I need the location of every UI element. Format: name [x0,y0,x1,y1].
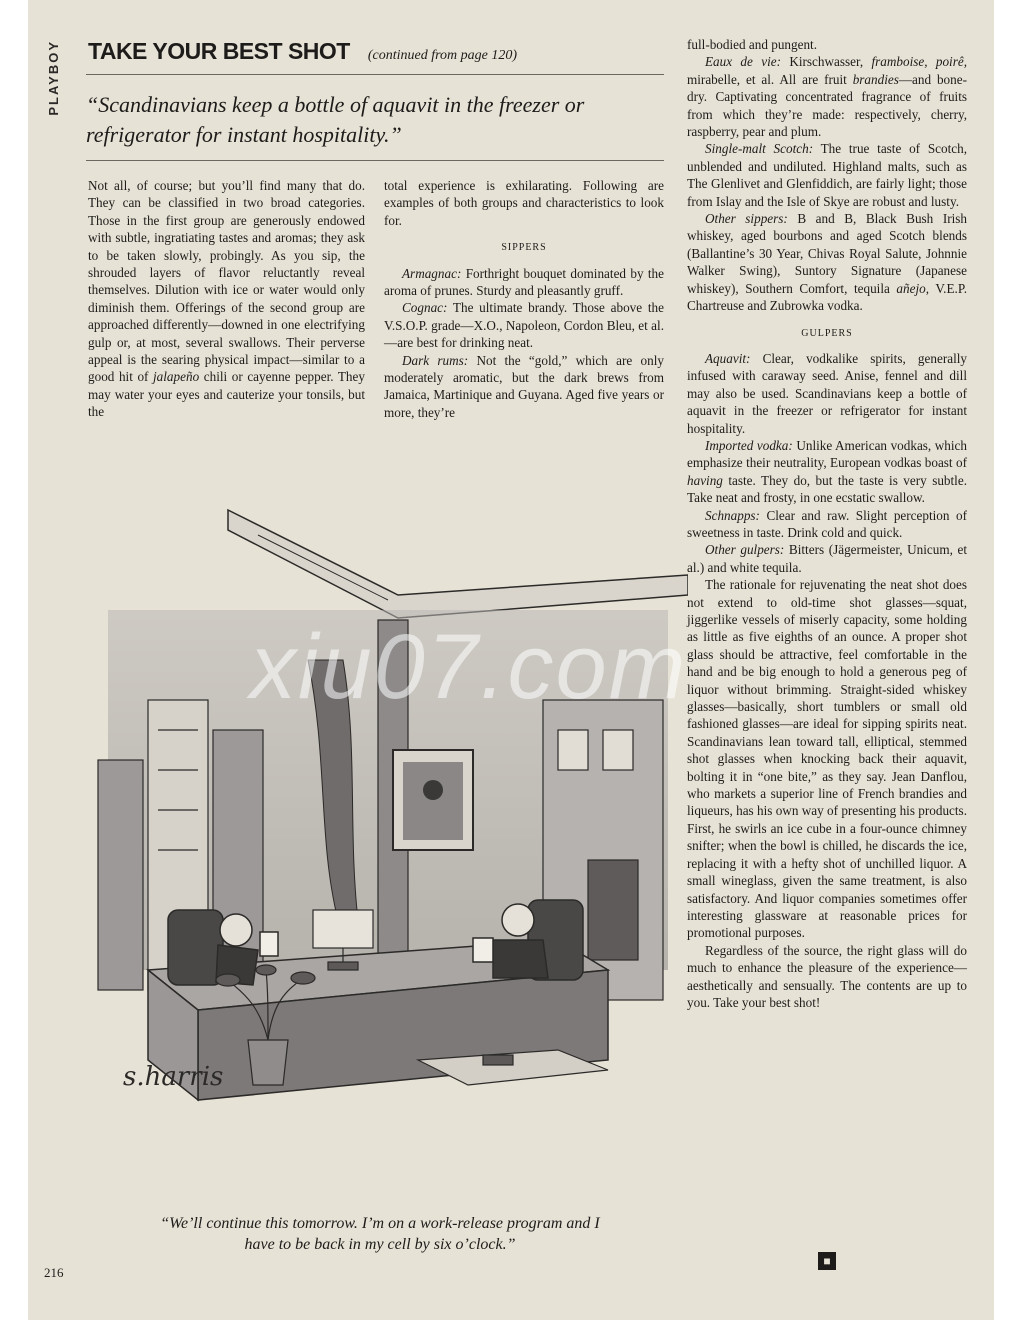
paragraph: full-bodied and pungent. [687,37,818,52]
page-number: 216 [44,1265,64,1280]
end-mark-icon: ■ [818,1252,836,1270]
entry-single-malt: Single-malt Scotch: The true taste of Scotch, unblended and undiluted. Highland malts, such as The Glenlivet and Glenfiddich, are fairly light; those from Islay and the Isle of Skye are robust and lusty. [687,141,968,209]
entry-armagnac: Armagnac: Forthright bouquet dominated by the aroma of prunes. Sturdy and pleasantly gruff. [384,265,664,299]
pullquote-rule [86,160,664,161]
left-margin [0,0,28,1320]
paragraph-rationale: The rationale for rejuvenating the neat shot does not extend to old-time shot glasses—squat, jiggerlike vessels of miserly capacity, some holding as little as five eighths of an ounce. A proper shot glass should be attractive, feel comfortable in the hand and be big enough to hold a generous peg of liquor without brimming. Straight-sided whiskey glasses—basically, short tumblers or small old fashioned glasses—are ideal for sipping spirits neat. Scandinavians lean toward tall, elliptical, stemmed shot glasses when knocking back their aquavit, bolting it in “one bite,” as they say. Jean Danflou, who markets a superior line of French brandies and liqueurs, has his own way of presenting his products. First, he swirls an ice cube in a four-ounce chimney snifter; when the bowl is chilled, he discards the ice, replacing it with a hefty shot of unchilled liquor. A small wineglass, given the same treatment, is also satisfactory. And liquor companies sometimes offer interesting glassware at reasonable prices for promotional purposes. [687,577,967,941]
paragraph-final: Regardless of the source, the right glass will do much to enhance the pleasure of the experience—aesthetically and sensually. The contents are up to you. Take your best shot! [687,942,967,1010]
entry-schnapps: Schnapps: Clear and raw. Slight perception of sweetness in taste. Drink cold and quick. [687,507,967,540]
article-header [88,38,668,68]
portrait-painting [393,750,473,850]
cartoon-caption: “We’ll continue this tomorrow. I’m on a work-release program and I have to be back in my cell by six o’clock.” [160,1215,600,1253]
continued-note: (continued from page 120) [367,48,518,63]
section-heading-gulpers: GULPERS [801,327,853,339]
entry-imported-vodka: Imported vodka: Unlike American vodkas, which emphasize their neutrality, European vodkas boast of having taste. They do, but the taste is very subtle. Take neat and frosty, in one ecstatic swallow. [687,437,967,506]
text-column-3 [687,36,967,1011]
ceiling-moulding [228,510,688,618]
entry-cognac: Cognac: The ultimate brandy. Those above the V.S.O.P. grade—X.O., Napoleon, Cordon Bleu, et al.—are best for drinking neat. [384,300,664,351]
cartoon-illustration [88,500,688,1110]
section-heading-sippers: SIPPERS [501,242,547,254]
header-rule [86,74,664,75]
right-margin [994,0,1020,1320]
watermark: xiu07.com [250,616,688,718]
paragraph: total experience is exhilarating. Following are examples of both groups and characteristics to look for. [384,178,664,228]
text-column-2 [384,177,664,421]
pull-quote: “Scandinavians keep a bottle of aquavit in the freezer or refrigerator for instant hospitality.” [86,92,585,147]
article-title: TAKE YOUR BEST SHOT [88,38,350,64]
entry-aquavit: Aquavit: Clear, vodkalike spirits, generally infused with caraway seed. Anise, fennel and dill may also be used. Scandinavians keep a bottle of aquavit in the freezer or refrigerator for instant hospitality. [687,350,967,436]
entry-eaux-de-vie: Eaux de vie: Kirschwasser, framboise, poirê, mirabelle, et al. All are fruit brandies—and bone-dry. Captivating concentrated fragrance of fruits from which they’re made: respectively, cherry, raspberry, pear and plum. [687,54,968,140]
paragraph: Not all, of course; but you’ll find many that do. They can be classified in two broad categories. Those in the first group are generously endowed with subtle, ingratiating tastes and aromas; they ask to be taken slowly, probingly. As you sip, the shrouded layers of flavor reluctantly reveal themselves. Dilution with ice or water would only diminish them. Offerings of the second group are approached differently—downed in one electrifying gulp or, at most, several swallows. Their perverse appeal is the searing physical impact—similar to a good hit of jalapeño chili or cayenne pepper. They may water your eyes and cauterize your tonsils, but the [88,178,365,420]
cartoon-signature: s.harris [123,1062,224,1092]
magazine-vertical-title: PLAYBOY [46,40,61,116]
entry-dark-rums: Dark rums: Not the “gold,” which are only moderately aromatic, but the dark brews from Jamaica, Martinique and Guyana. Aged five years or more, they’re [384,352,664,420]
text-column-1 [88,177,365,421]
entry-other-sippers: Other sippers: B and B, Black Bush Irish whiskey, aged bourbons and aged Scotch blends (Ballantine’s 30 Year, Chivas Royal Salute, Johnnie Walker Swing), Suntory Signature (Japanese whiskey), Southern Comfort, tequila añejo, V.E.P. Chartreuse and Zubrowka vodka. [687,211,967,314]
entry-other-gulpers: Other gulpers: Bitters (Jägermeister, Unicum, et al.) and white tequila. [687,542,967,575]
